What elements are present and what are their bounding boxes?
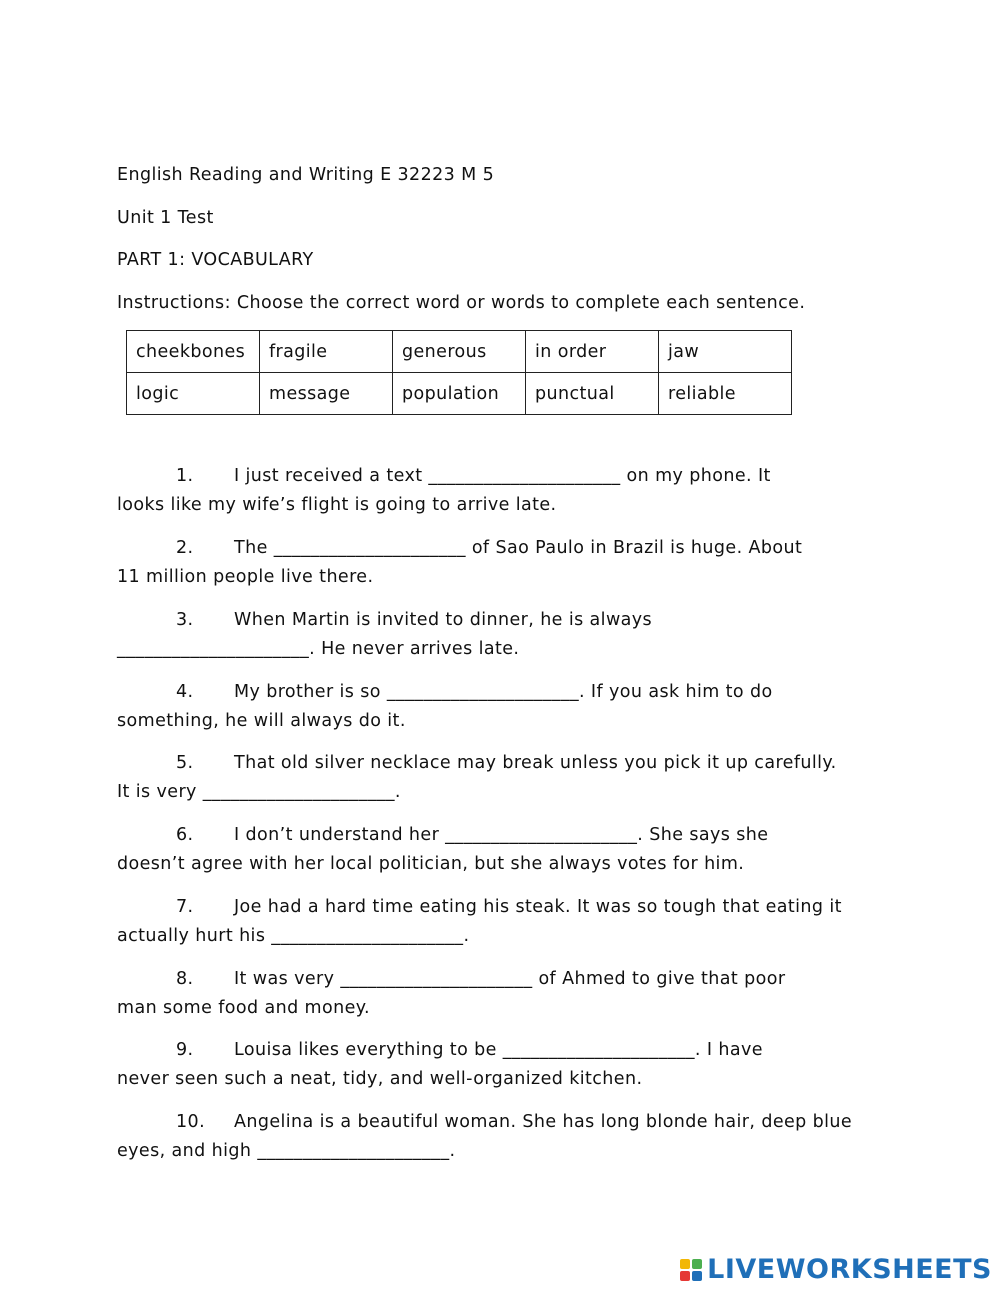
question-number: 1. [176,466,194,486]
unit-title: Unit 1 Test [117,208,214,228]
question-text-continued: eyes, and high _____________________. [117,1141,456,1161]
question-number: 4. [176,682,194,702]
question-text-continued: It is very _____________________. [117,782,401,802]
word-bank-cell: population [393,373,526,415]
word-bank-cell: jaw [659,331,792,373]
word-bank-row [127,373,792,415]
liveworksheets-logo-icon [680,1259,702,1281]
logo-text: LIVEWORKSHEETS [707,1254,992,1285]
word-bank-row [127,331,792,373]
word-bank-cell: in order [526,331,659,373]
question-number: 7. [176,897,194,917]
question-text: It was very _____________________ of Ahmed to give that poor [234,969,786,989]
part-heading: PART 1: VOCABULARY [117,250,314,270]
question-text-continued: actually hurt his _____________________. [117,926,470,946]
question-text: Angelina is a beautiful woman. She has long blonde hair, deep blue [234,1112,853,1132]
question-7 [117,893,887,951]
question-3 [117,606,887,664]
question-text: My brother is so _____________________. If you ask him to do [234,682,773,702]
word-bank-cell: message [260,373,393,415]
question-text-continued: never seen such a neat, tidy, and well-organized kitchen. [117,1069,643,1089]
question-number: 6. [176,825,194,845]
question-text-continued: looks like my wife’s flight is going to arrive late. [117,495,557,515]
course-title: English Reading and Writing E 32223 M 5 [117,165,495,185]
question-text-continued: man some food and money. [117,998,370,1018]
question-6 [117,821,887,879]
question-number: 8. [176,969,194,989]
question-text: The _____________________ of Sao Paulo in Brazil is huge. About [234,538,803,558]
word-bank-cell: punctual [526,373,659,415]
question-number: 9. [176,1040,194,1060]
question-number: 10. [176,1112,206,1132]
word-bank-table [126,330,792,415]
word-bank-cell: logic [127,373,260,415]
question-text-continued: 11 million people live there. [117,567,374,587]
word-bank-cell: generous [393,331,526,373]
question-10 [117,1108,887,1166]
question-text: I just received a text _____________________ on my phone. It [234,466,771,486]
question-5 [117,749,887,807]
question-text: Joe had a hard time eating his steak. It was so tough that eating it [234,897,842,917]
question-text-continued: doesn’t agree with her local politician, but she always votes for him. [117,854,745,874]
word-bank-cell: fragile [260,331,393,373]
word-bank-cell: reliable [659,373,792,415]
question-1 [117,462,887,520]
question-text: Louisa likes everything to be _____________________. I have [234,1040,763,1060]
question-text: I don’t understand her _____________________. She says she [234,825,769,845]
question-text-continued: _____________________. He never arrives late. [117,639,520,659]
question-2 [117,534,887,592]
liveworksheets-logo[interactable] [680,1254,992,1285]
question-text: When Martin is invited to dinner, he is always [234,610,653,630]
question-9 [117,1036,887,1094]
instructions: Instructions: Choose the correct word or words to complete each sentence. [117,293,806,313]
question-number: 3. [176,610,194,630]
question-text: That old silver necklace may break unless you pick it up carefully. [234,753,837,773]
question-4 [117,678,887,736]
question-number: 2. [176,538,194,558]
question-text-continued: something, he will always do it. [117,711,406,731]
word-bank-cell: cheekbones [127,331,260,373]
question-8 [117,965,887,1023]
question-number: 5. [176,753,194,773]
